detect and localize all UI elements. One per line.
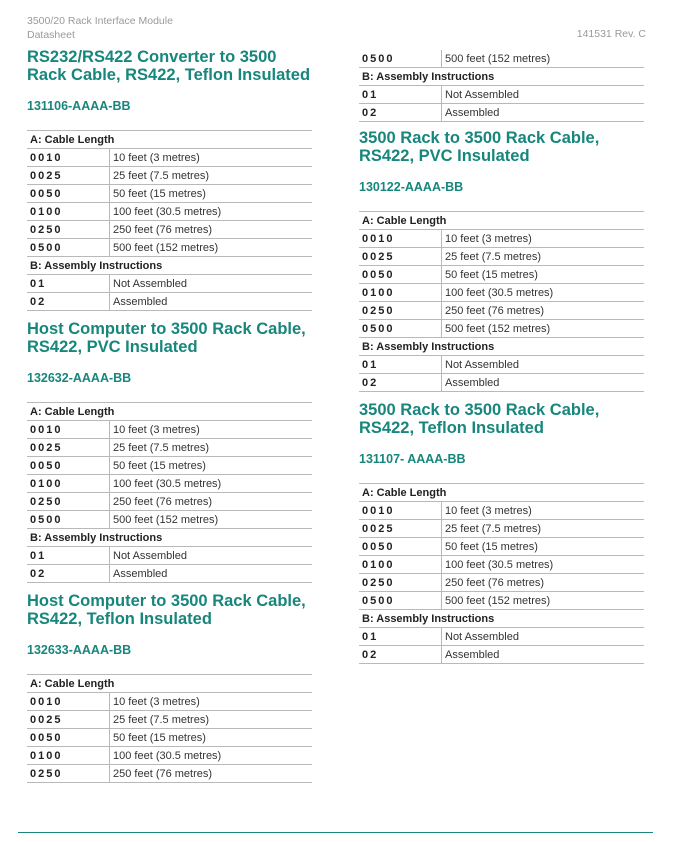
table-row <box>27 493 312 511</box>
option-code: 0025 <box>359 520 442 538</box>
option-description: Not Assembled <box>442 356 645 374</box>
table-row <box>359 320 644 338</box>
table-row <box>359 646 644 664</box>
section-rack-teflon-cable <box>359 401 644 664</box>
spec-table <box>27 130 312 311</box>
table-row <box>359 284 644 302</box>
spec-table <box>27 402 312 583</box>
option-description: 25 feet (7.5 metres) <box>110 439 313 457</box>
document-type: Datasheet <box>27 29 75 41</box>
option-code: 02 <box>359 646 442 664</box>
option-code: 0500 <box>359 592 442 610</box>
option-description: 10 feet (3 metres) <box>110 149 313 167</box>
option-code: 0500 <box>27 239 110 257</box>
option-description: 100 feet (30.5 metres) <box>110 475 313 493</box>
table-row <box>359 302 644 320</box>
option-code: 02 <box>359 374 442 392</box>
table-row <box>27 729 312 747</box>
table-row <box>27 693 312 711</box>
section-rack-pvc-cable <box>359 129 644 392</box>
option-code: 02 <box>27 293 110 311</box>
option-description: 10 feet (3 metres) <box>442 230 645 248</box>
option-description: 250 feet (76 metres) <box>110 493 313 511</box>
option-code: 0025 <box>27 439 110 457</box>
section-title <box>27 592 312 628</box>
document-id: 141531 Rev. C <box>576 28 646 40</box>
table-row <box>359 502 644 520</box>
section-title-line: Host Computer to 3500 Rack Cable, <box>27 320 306 338</box>
option-description: 250 feet (76 metres) <box>442 574 645 592</box>
option-description: 500 feet (152 metres) <box>442 320 645 338</box>
section-title <box>359 129 644 165</box>
option-description: 50 feet (15 metres) <box>110 457 313 475</box>
table-group-header <box>27 257 312 275</box>
part-number: 131106-AAAA-BB <box>27 99 131 113</box>
option-description: 50 feet (15 metres) <box>442 266 645 284</box>
option-description: 250 feet (76 metres) <box>110 221 313 239</box>
table-row <box>359 86 644 104</box>
section-title <box>359 401 644 437</box>
spec-table <box>359 483 644 664</box>
table-row <box>27 167 312 185</box>
option-code: 0050 <box>359 266 442 284</box>
option-description: Assembled <box>442 104 645 122</box>
section-title-line: Host Computer to 3500 Rack Cable, <box>27 592 306 610</box>
table-row <box>359 266 644 284</box>
document-header <box>27 14 173 42</box>
table-row <box>27 547 312 565</box>
option-code: 0025 <box>27 711 110 729</box>
cable-length-heading: A: Cable Length <box>359 212 644 230</box>
table-row <box>27 511 312 529</box>
part-number: 131107- AAAA-BB <box>359 452 466 466</box>
table-row <box>359 104 644 122</box>
option-code: 02 <box>359 104 442 122</box>
option-description: 25 feet (7.5 metres) <box>442 248 645 266</box>
table-row <box>359 356 644 374</box>
assembly-heading: B: Assembly Instructions <box>27 257 312 275</box>
option-code: 01 <box>27 275 110 293</box>
option-code: 0025 <box>359 248 442 266</box>
cable-length-heading: A: Cable Length <box>27 675 312 693</box>
option-description: Not Assembled <box>110 275 313 293</box>
table-row <box>27 765 312 783</box>
option-code: 0010 <box>27 421 110 439</box>
table-row <box>359 520 644 538</box>
section-title-line: RS422, Teflon Insulated <box>27 610 212 628</box>
option-code: 0100 <box>27 747 110 765</box>
table-row <box>27 475 312 493</box>
table-row <box>27 203 312 221</box>
table-row <box>359 574 644 592</box>
table-row <box>27 185 312 203</box>
option-description: Not Assembled <box>442 86 645 104</box>
option-code: 01 <box>359 356 442 374</box>
section-title-line: RS422, Teflon Insulated <box>359 419 544 437</box>
table-row <box>359 230 644 248</box>
section-rs232-converter-cable <box>27 48 312 311</box>
table-row <box>27 421 312 439</box>
option-code: 0025 <box>27 167 110 185</box>
cable-length-heading: A: Cable Length <box>27 131 312 149</box>
table-row <box>359 374 644 392</box>
table-row <box>27 275 312 293</box>
option-description: 500 feet (152 metres) <box>110 239 313 257</box>
table-row <box>27 457 312 475</box>
option-code: 0500 <box>359 50 442 68</box>
section-title-line: RS422, PVC Insulated <box>27 338 198 356</box>
option-code: 0250 <box>359 574 442 592</box>
section-continued-table <box>359 50 644 122</box>
option-description: 100 feet (30.5 metres) <box>110 203 313 221</box>
assembly-heading: B: Assembly Instructions <box>359 338 644 356</box>
option-code: 0250 <box>27 221 110 239</box>
table-group-header <box>359 610 644 628</box>
option-description: Assembled <box>110 565 313 583</box>
table-row <box>359 248 644 266</box>
option-description: 25 feet (7.5 metres) <box>442 520 645 538</box>
part-number: 130122-AAAA-BB <box>359 180 464 194</box>
option-code: 01 <box>359 86 442 104</box>
option-description: Assembled <box>442 374 645 392</box>
option-description: 50 feet (15 metres) <box>442 538 645 556</box>
option-code: 0250 <box>359 302 442 320</box>
section-title <box>27 48 312 84</box>
option-description: 50 feet (15 metres) <box>110 185 313 203</box>
option-description: 500 feet (152 metres) <box>442 50 645 68</box>
option-description: 50 feet (15 metres) <box>110 729 313 747</box>
section-title-line: 3500 Rack to 3500 Rack Cable, <box>359 129 600 147</box>
option-description: Assembled <box>442 646 645 664</box>
table-row <box>359 50 644 68</box>
option-code: 0010 <box>359 230 442 248</box>
option-description: 25 feet (7.5 metres) <box>110 167 313 185</box>
table-row <box>27 239 312 257</box>
option-code: 02 <box>27 565 110 583</box>
option-description: 100 feet (30.5 metres) <box>442 556 645 574</box>
option-description: 250 feet (76 metres) <box>110 765 313 783</box>
option-code: 0100 <box>27 203 110 221</box>
assembly-heading: B: Assembly Instructions <box>359 68 644 86</box>
option-description: 500 feet (152 metres) <box>442 592 645 610</box>
left-column <box>27 48 312 783</box>
cable-length-heading: A: Cable Length <box>359 484 644 502</box>
option-description: 10 feet (3 metres) <box>110 421 313 439</box>
table-group-header <box>359 484 644 502</box>
option-code: 0010 <box>359 502 442 520</box>
table-group-header <box>27 529 312 547</box>
section-title-line: 3500 Rack to 3500 Rack Cable, <box>359 401 600 419</box>
option-code: 0100 <box>359 556 442 574</box>
section-host-teflon-cable <box>27 592 312 783</box>
option-description: 10 feet (3 metres) <box>110 693 313 711</box>
option-description: 100 feet (30.5 metres) <box>110 747 313 765</box>
cable-length-heading: A: Cable Length <box>27 403 312 421</box>
option-code: 0250 <box>27 765 110 783</box>
table-row <box>359 538 644 556</box>
option-description: 500 feet (152 metres) <box>110 511 313 529</box>
section-title-line: Rack Cable, RS422, Teflon Insulated <box>27 66 311 84</box>
option-code: 0010 <box>27 149 110 167</box>
table-row <box>27 439 312 457</box>
option-code: 0050 <box>27 729 110 747</box>
spec-table <box>359 50 644 122</box>
table-row <box>27 221 312 239</box>
option-code: 0010 <box>27 693 110 711</box>
section-title <box>27 320 312 356</box>
option-description: 250 feet (76 metres) <box>442 302 645 320</box>
table-group-header <box>359 212 644 230</box>
option-code: 0100 <box>359 284 442 302</box>
table-group-header <box>27 675 312 693</box>
table-group-header <box>359 338 644 356</box>
part-number: 132632-AAAA-BB <box>27 371 132 385</box>
option-description: 10 feet (3 metres) <box>442 502 645 520</box>
table-row <box>359 592 644 610</box>
spec-table <box>27 674 312 783</box>
assembly-heading: B: Assembly Instructions <box>27 529 312 547</box>
option-code: 0500 <box>359 320 442 338</box>
table-group-header <box>359 68 644 86</box>
table-row <box>359 556 644 574</box>
assembly-heading: B: Assembly Instructions <box>359 610 644 628</box>
table-row <box>27 711 312 729</box>
document-title: 3500/20 Rack Interface Module <box>27 15 173 27</box>
option-description: 25 feet (7.5 metres) <box>110 711 313 729</box>
option-description: Not Assembled <box>442 628 645 646</box>
spec-table <box>359 211 644 392</box>
part-number: 132633-AAAA-BB <box>27 643 132 657</box>
table-row <box>27 565 312 583</box>
option-code: 01 <box>27 547 110 565</box>
option-code: 0050 <box>359 538 442 556</box>
table-group-header <box>27 131 312 149</box>
option-code: 0500 <box>27 511 110 529</box>
right-column <box>359 50 644 664</box>
option-description: Assembled <box>110 293 313 311</box>
option-description: 100 feet (30.5 metres) <box>442 284 645 302</box>
footer-divider <box>18 832 653 833</box>
table-group-header <box>27 403 312 421</box>
option-description: Not Assembled <box>110 547 313 565</box>
table-row <box>359 628 644 646</box>
table-row <box>27 747 312 765</box>
section-title-line: RS232/RS422 Converter to 3500 <box>27 48 277 66</box>
option-code: 01 <box>359 628 442 646</box>
table-row <box>27 293 312 311</box>
option-code: 0100 <box>27 475 110 493</box>
section-title-line: RS422, PVC Insulated <box>359 147 530 165</box>
option-code: 0250 <box>27 493 110 511</box>
table-row <box>27 149 312 167</box>
option-code: 0050 <box>27 457 110 475</box>
option-code: 0050 <box>27 185 110 203</box>
section-host-pvc-cable <box>27 320 312 583</box>
